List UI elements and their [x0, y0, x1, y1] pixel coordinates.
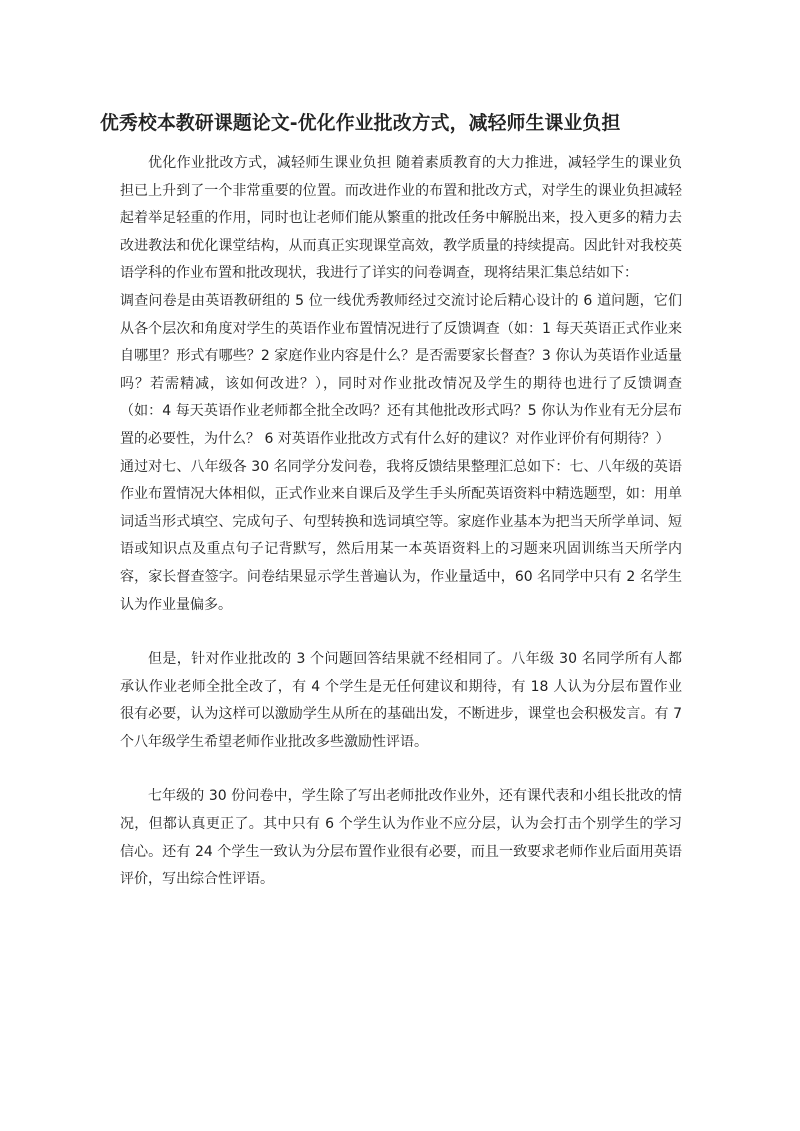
paragraph-grade-eight: 但是，针对作业批改的 3 个问题回答结果就不经相同了。八年级 30 名同学所有人都承认作业老师全批全改了，有 4 个学生是无任何建议和期待，有 18 人认为分层布置作业很有必要，认为这样可以激励学生从所在的基础出发，不断进步，课堂也会积极发言。有 7 个八年级学生希望老师作业批改多些激励性评语。 — [120, 651, 682, 750]
paragraph-grade-seven: 七年级的 30 份问卷中，学生除了写出老师批改作业外，还有课代表和小组长批改的情况，但都认真更正了。其中只有 6 个学生认为作业不应分层，认为会打击个别学生的学习信心。还有 24 个学生一致认为分层布置作业很有必要，而且一致要求老师作业后面用英语评价，写出综合性评语。 — [120, 788, 682, 888]
document-title: 优秀校本教研课题论文-优化作业批改方式，减轻师生课业负担 — [100, 113, 621, 134]
paragraph-intro: 优化作业批改方式，减轻师生课业负担 随着素质教育的大力推进，减轻学生的课业负担已上升到了一个非常重要的位置。而改进作业的布置和批改方式，对学生的课业负担减轻起着举足轻重的作用，同时也让老师们能从繁重的批改任务中解脱出来，投入更多的精力去改进教法和优化课堂结构，从而真正实现课堂高效，教学质量的持续提高。因此针对我校英语学科的作业布置和批改现状，我进行了详实的问卷调查，现将结果汇集总结如下： — [120, 155, 682, 282]
document-body — [120, 150, 682, 894]
paragraph-survey-design: 调查问卷是由英语教研组的 5 位一线优秀教师经过交流讨论后精心设计的 6 道问题，它们从各个层次和角度对学生的英语作业布置情况进行了反馈调查（如：1 每天英语正式作业来自哪里？形式有哪些？2 家庭作业内容是什么？是否需要家长督查？3 你认为英语作业适量吗？若需精减，该如何改进？），同时对作业批改情况及学生的期待也进行了反馈调查（如：4 每天英语作业老师都全批全改吗？还有其他批改形式吗？5 你认为作业有无分层布置的必要性，为什么？ 6 对英语作业批改方式有什么好的建议？对作业评价有何期待？） — [120, 292, 682, 447]
paragraph-survey-results: 通过对七、八年级各 30 名同学分发问卷，我将反馈结果整理汇总如下：七、八年级的英语作业布置情况大体相似，正式作业来自课后及学生手头所配英语资料中精选题型，如：用单词适当形式填空、完成句子、句型转换和选词填空等。家庭作业基本为把当天所学单词、短语或知识点及重点句子记背默写，然后用某一本英语资料上的习题来巩固训练当天所学内容，家长督查签字。问卷结果显示学生普遍认为，作业量适中，60 名同学中只有 2 名学生认为作业量偏多。 — [120, 458, 682, 613]
